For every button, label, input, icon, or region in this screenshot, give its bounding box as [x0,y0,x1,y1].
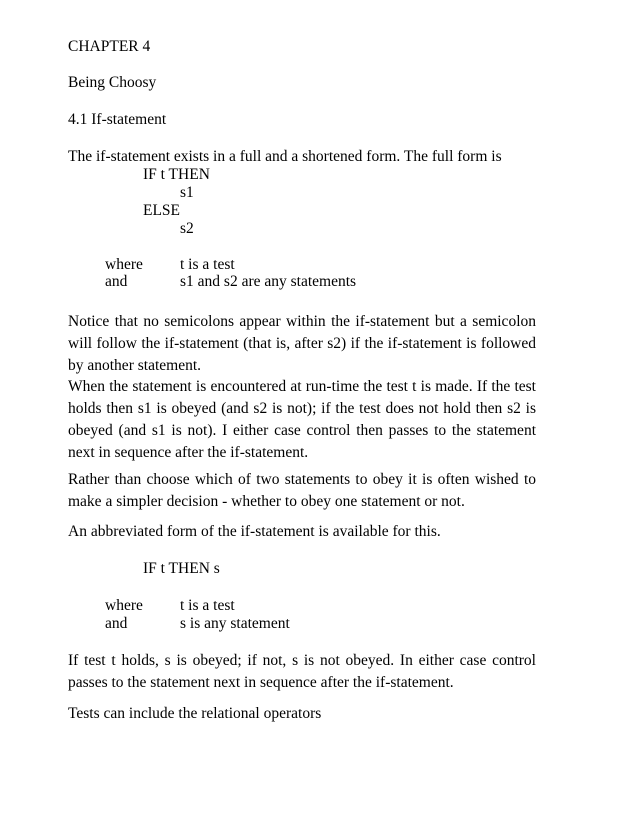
paragraph-abbreviated: An abbreviated form of the if-statement is available for this. [68,523,441,540]
and-definition: s1 and s2 are any statements [180,273,357,290]
where-definition: t is a test [180,256,235,273]
code-else: ELSE [143,202,181,219]
where-label: where [105,256,143,273]
short-where-label: where [105,597,143,614]
code-s1: s1 [180,184,194,201]
code-s2: s2 [180,220,194,237]
paragraph-holds: If test t holds, s is obeyed; if not, s is not obeyed. In either case control passes to the statement next in sequence after the if-statement. [68,652,536,691]
paragraph-tests: Tests can include the relational operators [68,705,322,722]
chapter-title: Being Choosy [68,74,157,91]
short-where-definition: t is a test [180,597,235,614]
intro-text: The if-statement exists in a full and a shortened form. The full form is [68,148,502,165]
code-if-then: IF t THEN [143,166,210,183]
chapter-number: CHAPTER 4 [68,38,151,55]
paragraph-semicolons: Notice that no semicolons appear within the if-statement but a semicolon will follow the if-statement (that is, after s2) if the if-statement is followed by another statement. [68,313,536,374]
section-heading: 4.1 If-statement [68,111,167,128]
paragraph-rather: Rather than choose which of two statements to obey it is often wished to make a simpler decision - whether to obey one statement or not. [68,471,536,510]
short-and-label: and [105,615,128,632]
and-label: and [105,273,128,290]
paragraph-runtime: When the statement is encountered at run-time the test t is made. If the test holds then s1 is obeyed (and s2 is not); if the test does not hold then s2 is obeyed (and s1 is not). I either case control then passes to the statement next in sequence after the if-statement. [68,378,536,461]
code-short-form: IF t THEN s [143,560,220,577]
short-and-definition: s is any statement [180,615,290,632]
